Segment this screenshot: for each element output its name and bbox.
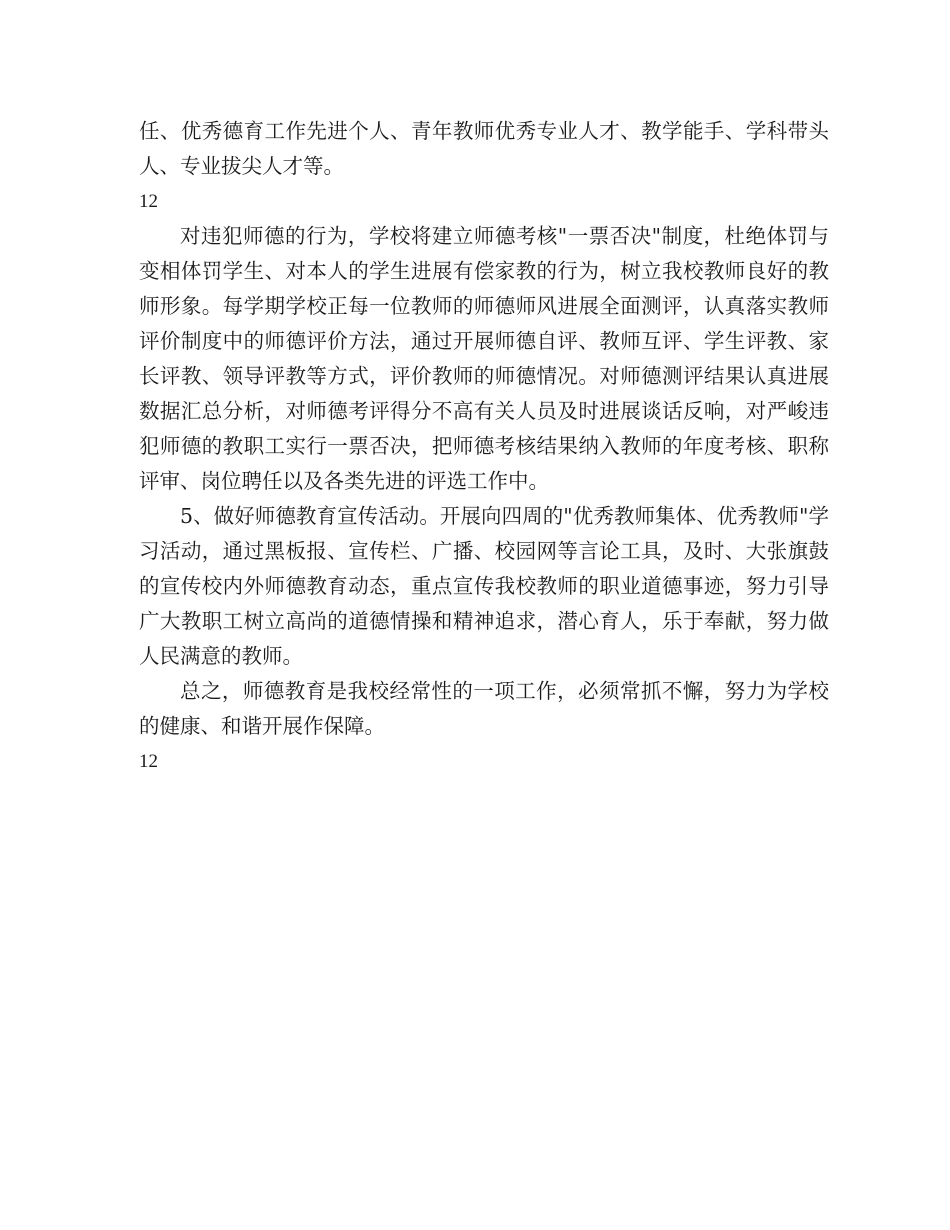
page-number: 12 xyxy=(139,191,158,212)
paragraph-continuation: 任、优秀德育工作先进个人、青年教师优秀专业人才、教学能手、学科带头人、专业拔尖人才等。 xyxy=(139,119,829,178)
paragraph-conclusion: 总之，师德教育是我校经常性的一项工作，必须常抓不懈，努力为学校的健康、和谐开展作保障。 xyxy=(139,679,829,738)
paragraph-publicity: 5、做好师德教育宣传活动。开展向四周的"优秀教师集体、优秀教师"学习活动，通过黑板报、宣传栏、广播、校园网等言论工具，及时、大张旗鼓的宣传校内外师德教育动态，重点宣传我校教师的职业道德事迹，努力引导广大教职工树立高尚的道德情操和精神追求，潜心育人，乐于奉献，努力做人民满意的教师。 xyxy=(139,504,829,668)
paragraph-ethics-veto: 对违犯师德的行为，学校将建立师德考核"一票否决"制度，杜绝体罚与变相体罚学生、对本人的学生进展有偿家教的行为，树立我校教师良好的教师形象。每学期学校正每一位教师的师德师风进展全面测评，认真落实教师评价制度中的师德评价方法，通过开展师德自评、教师互评、学生评教、家长评教、领导评教等方式，评价教师的师德情况。对师德测评结果认真进展数据汇总分析，对师德考评得分不高有关人员及时进展谈话反响，对严峻违犯师德的教职工实行一票否决，把师德考核结果纳入教师的年度考核、职称评审、岗位聘任以及各类先进的评选工作中。 xyxy=(139,224,829,493)
page-number-footer: 12 xyxy=(139,751,158,772)
document-body xyxy=(139,114,829,779)
